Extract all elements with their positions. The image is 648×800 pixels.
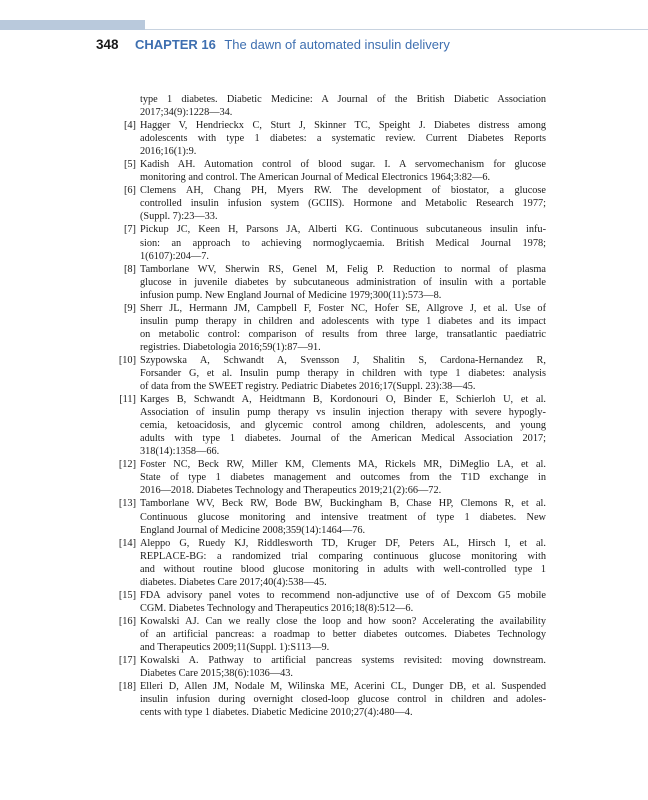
reference-line: Continuous glucose monitoring and intensive treatment of type 1 diabetes. New bbox=[140, 511, 546, 523]
reference-number: [7] bbox=[123, 224, 136, 236]
reference-line: infusion pump. New England Journal of Medicine 1979;300(11):573—8. bbox=[140, 289, 442, 301]
reference-text bbox=[140, 263, 546, 302]
reference-number: [16] bbox=[118, 615, 136, 627]
reference-line: Szypowska A, Schwandt A, Svensson J, Shalitin S, Cardona-Hernandez R, bbox=[140, 354, 546, 366]
reference-item bbox=[119, 393, 546, 458]
reference-line: adults with type 1 diabetes. Journal of the American Medical Association 2017; bbox=[140, 433, 546, 445]
reference-text bbox=[140, 589, 546, 615]
reference-item bbox=[123, 223, 546, 262]
reference-number: [17] bbox=[118, 655, 136, 667]
reference-text bbox=[140, 497, 546, 536]
reference-number: [13] bbox=[118, 498, 136, 510]
reference-item bbox=[123, 263, 546, 302]
reference-line: sion: an approach to achieving normoglycaemia. British Medical Journal 1978; bbox=[140, 237, 546, 249]
reference-item bbox=[118, 615, 546, 654]
reference-number: [9] bbox=[123, 302, 136, 314]
reference-number: [15] bbox=[118, 589, 136, 601]
reference-number: [6] bbox=[123, 185, 136, 197]
reference-line: monitoring and control. The American Journal of Medical Electronics 1964;3:82—6. bbox=[140, 172, 491, 184]
reference-line: Clemens AH, Chang PH, Myers RW. The development of biostator, a glucose bbox=[140, 185, 546, 197]
reference-line: Association of insulin pump therapy vs insulin injection therapy with severe hypogly- bbox=[140, 407, 546, 419]
reference-line: Tamborlane WV, Beck RW, Bode BW, Buckingham B, Chase HP, Clemons R, et al. bbox=[140, 498, 546, 510]
reference-line: Karges B, Schwandt A, Heidtmann B, Kordonouri O, Binder E, Schierloh U, et al. bbox=[140, 394, 546, 406]
reference-line: Tamborlane WV, Sherwin RS, Genel M, Felig P. Reduction to normal of plasma bbox=[140, 263, 546, 275]
reference-line: (Suppl. 7):23—33. bbox=[140, 211, 218, 223]
reference-item bbox=[118, 354, 546, 393]
header-rule bbox=[145, 29, 648, 30]
reference-text bbox=[140, 223, 546, 262]
chapter-label: CHAPTER 16 bbox=[134, 37, 216, 52]
reference-line: REPLACE-BG: a randomized trial comparing continuous glucose monitoring with bbox=[140, 550, 546, 562]
reference-number: [10] bbox=[118, 354, 136, 366]
reference-line: 2016—2018. Diabetes Technology and Therapeutics 2019;21(2):66—72. bbox=[140, 485, 442, 497]
reference-line: Forsander G, et al. Insulin pump therapy in children with type 1 diabetes: analysis bbox=[140, 367, 546, 379]
reference-text bbox=[140, 615, 546, 654]
reference-list bbox=[118, 93, 546, 719]
reference-number: [5] bbox=[123, 159, 136, 171]
reference-line: Pickup JC, Keen H, Parsons JA, Alberti KG. Continuous subcutaneous insulin infu- bbox=[140, 224, 546, 236]
reference-line: and without routine blood glucose monitoring in adults with well-controlled type 1 bbox=[140, 563, 546, 575]
reference-text bbox=[140, 680, 546, 719]
reference-text bbox=[140, 537, 546, 589]
reference-line: Elleri D, Allen JM, Nodale M, Wilinska ME, Acerini CL, Dunger DB, et al. Suspended bbox=[140, 681, 546, 693]
reference-line: diabetes. Diabetes Care 2017;40(4):538—45. bbox=[140, 576, 327, 588]
reference-line: 2016;16(1):9. bbox=[140, 146, 197, 158]
reference-number: [18] bbox=[118, 681, 136, 693]
reference-text bbox=[140, 158, 546, 184]
reference-number: [14] bbox=[118, 537, 136, 549]
reference-line: State of type 1 diabetes management and outcomes from the T1D exchange in bbox=[140, 472, 546, 484]
reference-item bbox=[123, 302, 546, 354]
reference-item bbox=[118, 589, 546, 615]
reference-line: insulin pump therapy in children and adolescents with type 1 diabetes and its impact bbox=[140, 315, 546, 327]
reference-line: insulin infusion during overnight closed-loop glucose control in children and adoles- bbox=[140, 694, 546, 706]
reference-item bbox=[118, 680, 546, 719]
reference-item bbox=[123, 119, 546, 158]
reference-number: [4] bbox=[123, 120, 136, 132]
reference-line: 318(14):1358—66. bbox=[140, 446, 220, 458]
reference-item bbox=[118, 537, 546, 589]
reference-line: Hagger V, Hendrieckx C, Sturt J, Skinner TC, Speight J. Diabetes distress among bbox=[140, 120, 546, 132]
reference-line: Kowalski AJ. Can we really close the loop and how soon? Accelerating the availability bbox=[140, 615, 546, 627]
reference-line: of an artificial pancreas: a roadmap to better diabetes outcomes. Diabetes Technology bbox=[140, 628, 546, 640]
reference-line: on metabolic control: comparison of results from three large, transatlantic paediatric bbox=[140, 328, 546, 340]
reference-line: 1(6107):204—7. bbox=[140, 250, 209, 262]
reference-line: CGM. Diabetes Technology and Therapeutics 2016;18(8):512—6. bbox=[140, 602, 414, 614]
reference-line: registries. Diabetologia 2016;59(1):87—91. bbox=[140, 341, 321, 353]
reference-number: [8] bbox=[123, 263, 136, 275]
reference-line: Diabetes Care 2015;38(6):1036—43. bbox=[140, 668, 293, 680]
reference-line: and Therapeutics 2009;11(Suppl. 1):S113—9. bbox=[140, 641, 330, 653]
reference-line: Kadish AH. Automation control of blood sugar. I. A servomechanism for glucose bbox=[140, 159, 546, 171]
reference-line: of data from the SWEET registry. Pediatric Diabetes 2016;17(Suppl. 23):38—45. bbox=[140, 381, 476, 393]
page-number: 348 bbox=[96, 37, 119, 52]
reference-line: England Journal of Medicine 2008;359(14):1464—76. bbox=[140, 524, 366, 536]
reference-item bbox=[118, 654, 546, 680]
reference-item bbox=[118, 497, 546, 536]
reference-line: Sherr JL, Hermann JM, Campbell F, Foster NC, Hofer SE, Allgrove J, et al. Use of bbox=[140, 302, 546, 314]
reference-line: controlled insulin infusion system (GCIIS). Hormone and Metabolic Research 1977; bbox=[140, 198, 546, 210]
reference-text bbox=[140, 393, 546, 458]
reference-item bbox=[123, 158, 546, 184]
reference-number: [12] bbox=[118, 459, 136, 471]
chapter-title: The dawn of automated insulin delivery bbox=[224, 37, 450, 52]
reference-item bbox=[140, 93, 546, 119]
reference-text bbox=[140, 184, 546, 223]
reference-line: type 1 diabetes. Diabetic Medicine: A Journal of the British Diabetic Association bbox=[140, 94, 546, 105]
running-header bbox=[96, 36, 450, 54]
reference-line: Foster NC, Beck RW, Miller KM, Clements MA, Rickels MR, DiMeglio LA, et al. bbox=[140, 459, 546, 471]
reference-line: FDA advisory panel votes to recommend non-adjunctive use of of Dexcom G5 mobile bbox=[140, 589, 546, 601]
reference-text bbox=[140, 458, 546, 497]
reference-text bbox=[140, 654, 546, 680]
reference-line: cents with type 1 diabetes. Diabetic Medicine 2010;27(4):480—4. bbox=[140, 707, 413, 719]
reference-item bbox=[123, 184, 546, 223]
reference-text bbox=[140, 119, 546, 158]
reference-line: glucose in juvenile diabetes by subcutaneous administration of insulin with a portable bbox=[140, 276, 546, 288]
reference-line: cemia, ketoacidosis, and glycemic control among children, adolescents, and young bbox=[140, 420, 546, 432]
reference-line: Aleppo G, Ruedy KJ, Riddlesworth TD, Kruger DF, Peters AL, Hirsch I, et al. bbox=[140, 537, 546, 549]
reference-text bbox=[140, 302, 546, 354]
reference-line: adolescents with type 1 diabetes: a systematic review. Current Diabetes Reports bbox=[140, 133, 546, 145]
reference-line: 2017;34(9):1228—34. bbox=[140, 107, 233, 119]
reference-text bbox=[140, 93, 546, 119]
reference-number: [11] bbox=[119, 394, 136, 406]
reference-item bbox=[118, 458, 546, 497]
reference-line: Kowalski A. Pathway to artificial pancreas systems revisited: moving downstream. bbox=[140, 655, 546, 667]
header-color-band bbox=[0, 20, 145, 30]
reference-text bbox=[140, 354, 546, 393]
